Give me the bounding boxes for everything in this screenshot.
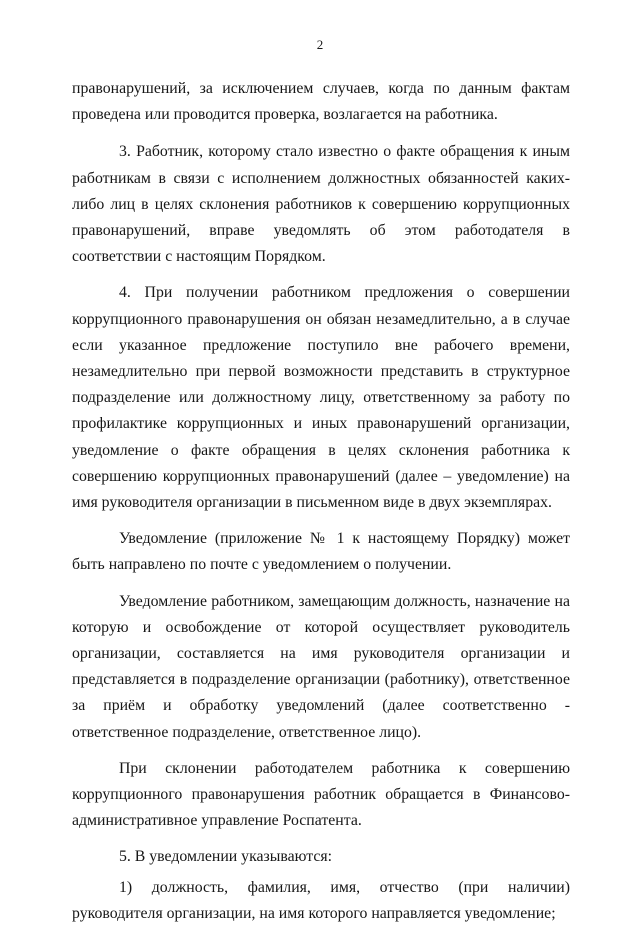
page-number: 2: [316, 37, 324, 52]
paragraph-notice-by-mail: Уведомление (приложение № 1 к настоящему Порядку) может быть направлено по почте с уведомлением о получении.: [72, 530, 570, 574]
paragraph-subitem-1: 1) должность, фамилия, имя, отчество (при наличии) руководителя организации, на имя которого направляется уведомление;: [72, 878, 570, 922]
paragraph-item-4: 4. При получении работником предложения о совершении коррупционного правонарушения он обязан незамедлительно, а в случае если указанное предложение поступило вне рабочего времени, незамедлительно при первой возможности представить в структурное подразделение или должностному лицу, ответственному за работу по профилактике коррупционных и иных правонарушений организации, уведомление о факте обращения в целях склонения работника к совершению коррупционных правонарушений (далее – уведомление) на имя руководителя организации в письменном виде в двух экземплярах.: [72, 284, 570, 512]
paragraph-item-5: 5. В уведомлении указываются:: [119, 848, 333, 866]
paragraph-continuation: правонарушений, за исключением случаев, когда по данным фактам проведена или проводится проверка, возлагается на работника.: [72, 80, 570, 124]
paragraph-notice-by-official: Уведомление работником, замещающим должность, назначение на которую и освобождение от которой осуществляет руководитель организации, составляется на имя руководителя организации и представляется в подразделение организации (работнику), ответственное за приём и обработку уведомлений (далее соответственно - ответственное подразделение, ответственное лицо).: [72, 592, 570, 741]
paragraph-employer-inducement: При склонении работодателем работника к совершению коррупционного правонарушения работник обращается в Финансово-административное управление Роспатента.: [72, 759, 570, 830]
paragraph-item-3: 3. Работник, которому стало известно о факте обращения к иным работникам в связи с исполнением должностных обязанностей каких-либо лиц в целях склонения работников к совершению коррупционных правонарушений, вправе уведомлять об этом работодателя в соответствии с настоящим Порядком.: [72, 143, 570, 266]
document-body: [72, 76, 570, 927]
